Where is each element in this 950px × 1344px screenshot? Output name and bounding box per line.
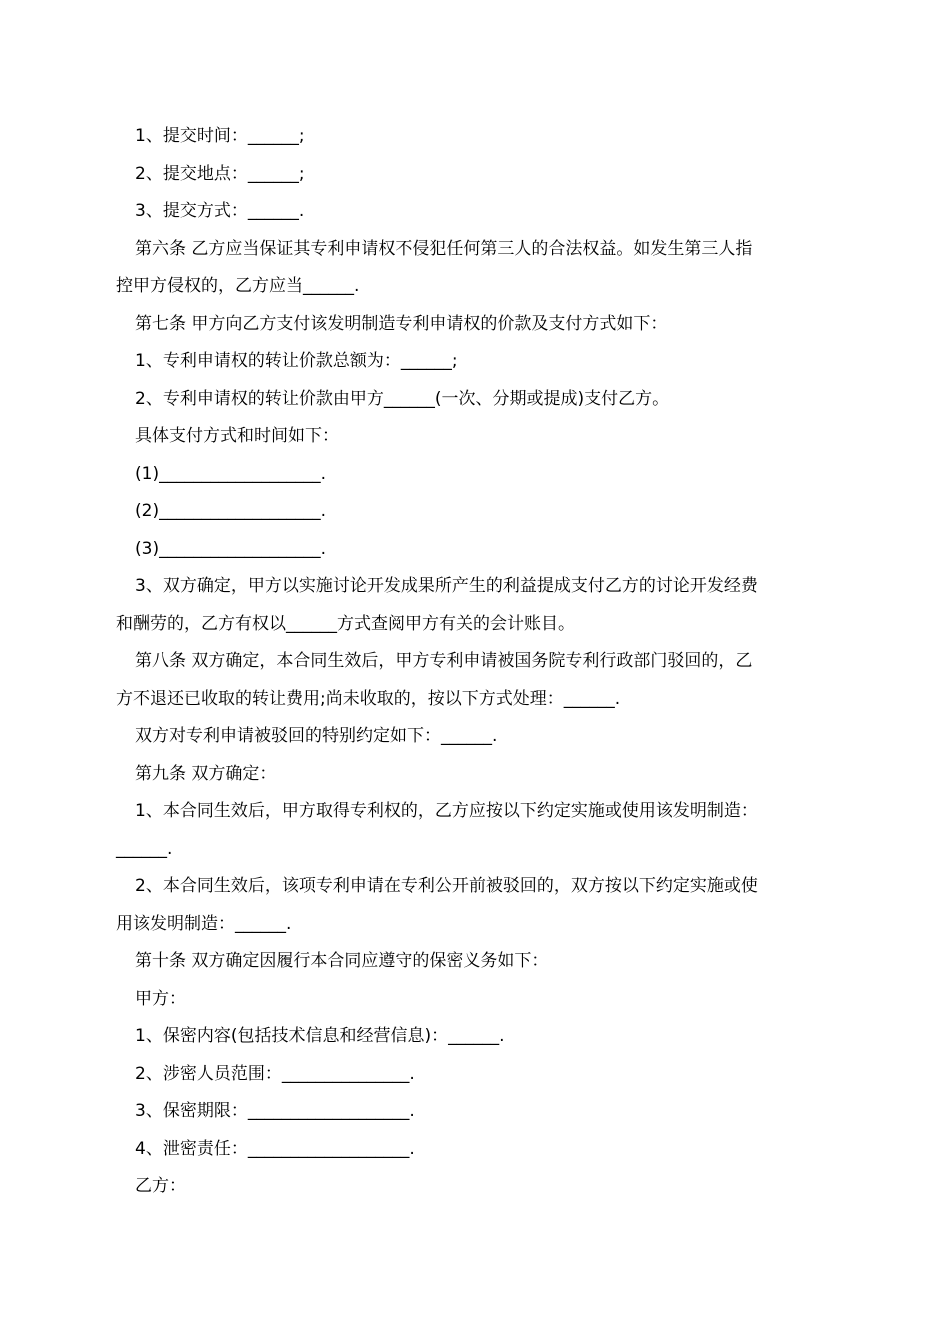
text-line: 方不退还已收取的转让费用;尚未收取的，按以下方式处理：______. [116, 688, 621, 709]
text-line: 第九条 双方确定： [135, 763, 277, 784]
text-line: 3、双方确定，甲方以实施讨论开发成果所产生的利益提成支付乙方的讨论开发经费 [135, 576, 758, 596]
text-line: 第六条 乙方应当保证其专利申请权不侵犯任何第三人的合法权益。如发生第三人指 [135, 238, 753, 259]
text-line: 3、保密期限：___________________. [135, 1101, 415, 1121]
text-line: 4、泄密责任：___________________. [135, 1138, 415, 1159]
text-line: 双方对专利申请被驳回的特别约定如下：______. [135, 726, 498, 746]
text-line: 1、提交时间：______; [135, 126, 305, 146]
text-line: 第八条 双方确定，本合同生效后，甲方专利申请被国务院专利行政部门驳回的，乙 [135, 651, 753, 671]
text-line: 第七条 甲方向乙方支付该发明制造专利申请权的价款及支付方式如下： [135, 313, 668, 334]
text-line: 2、涉密人员范围：_______________. [135, 1063, 415, 1084]
text-line: 1、专利申请权的转让价款总额为：______; [135, 351, 458, 371]
text-line: (3)___________________. [135, 538, 326, 559]
text-line: 第十条 双方确定因履行本合同应遵守的保密义务如下： [135, 951, 549, 971]
document-page [116, 118, 836, 1206]
text-line: 乙方： [135, 1176, 186, 1196]
text-line: 和酬劳的，乙方有权以______方式查阅甲方有关的会计账目。 [116, 613, 575, 634]
text-line: ______. [116, 838, 173, 859]
text-line: 甲方： [135, 988, 186, 1009]
text-line: 具体支付方式和时间如下： [135, 426, 339, 446]
text-line: 3、提交方式：______. [135, 201, 305, 221]
text-line: 控甲方侵权的，乙方应当______. [116, 276, 360, 296]
text-line: 2、本合同生效后，该项专利申请在专利公开前被驳回的，双方按以下约定实施或使 [135, 876, 758, 896]
text-line: (2)___________________. [135, 501, 326, 521]
text-line: (1)___________________. [135, 463, 326, 484]
text-line: 1、本合同生效后，甲方取得专利权的，乙方应按以下约定实施或使用该发明制造： [135, 801, 758, 821]
text-line: 用该发明制造：______. [116, 913, 292, 934]
text-line: 2、提交地点：______; [135, 163, 305, 184]
text-line: 2、专利申请权的转让价款由甲方______(一次、分期或提成)支付乙方。 [135, 388, 670, 409]
text-line: 1、保密内容(包括技术信息和经营信息)：______. [135, 1026, 505, 1046]
